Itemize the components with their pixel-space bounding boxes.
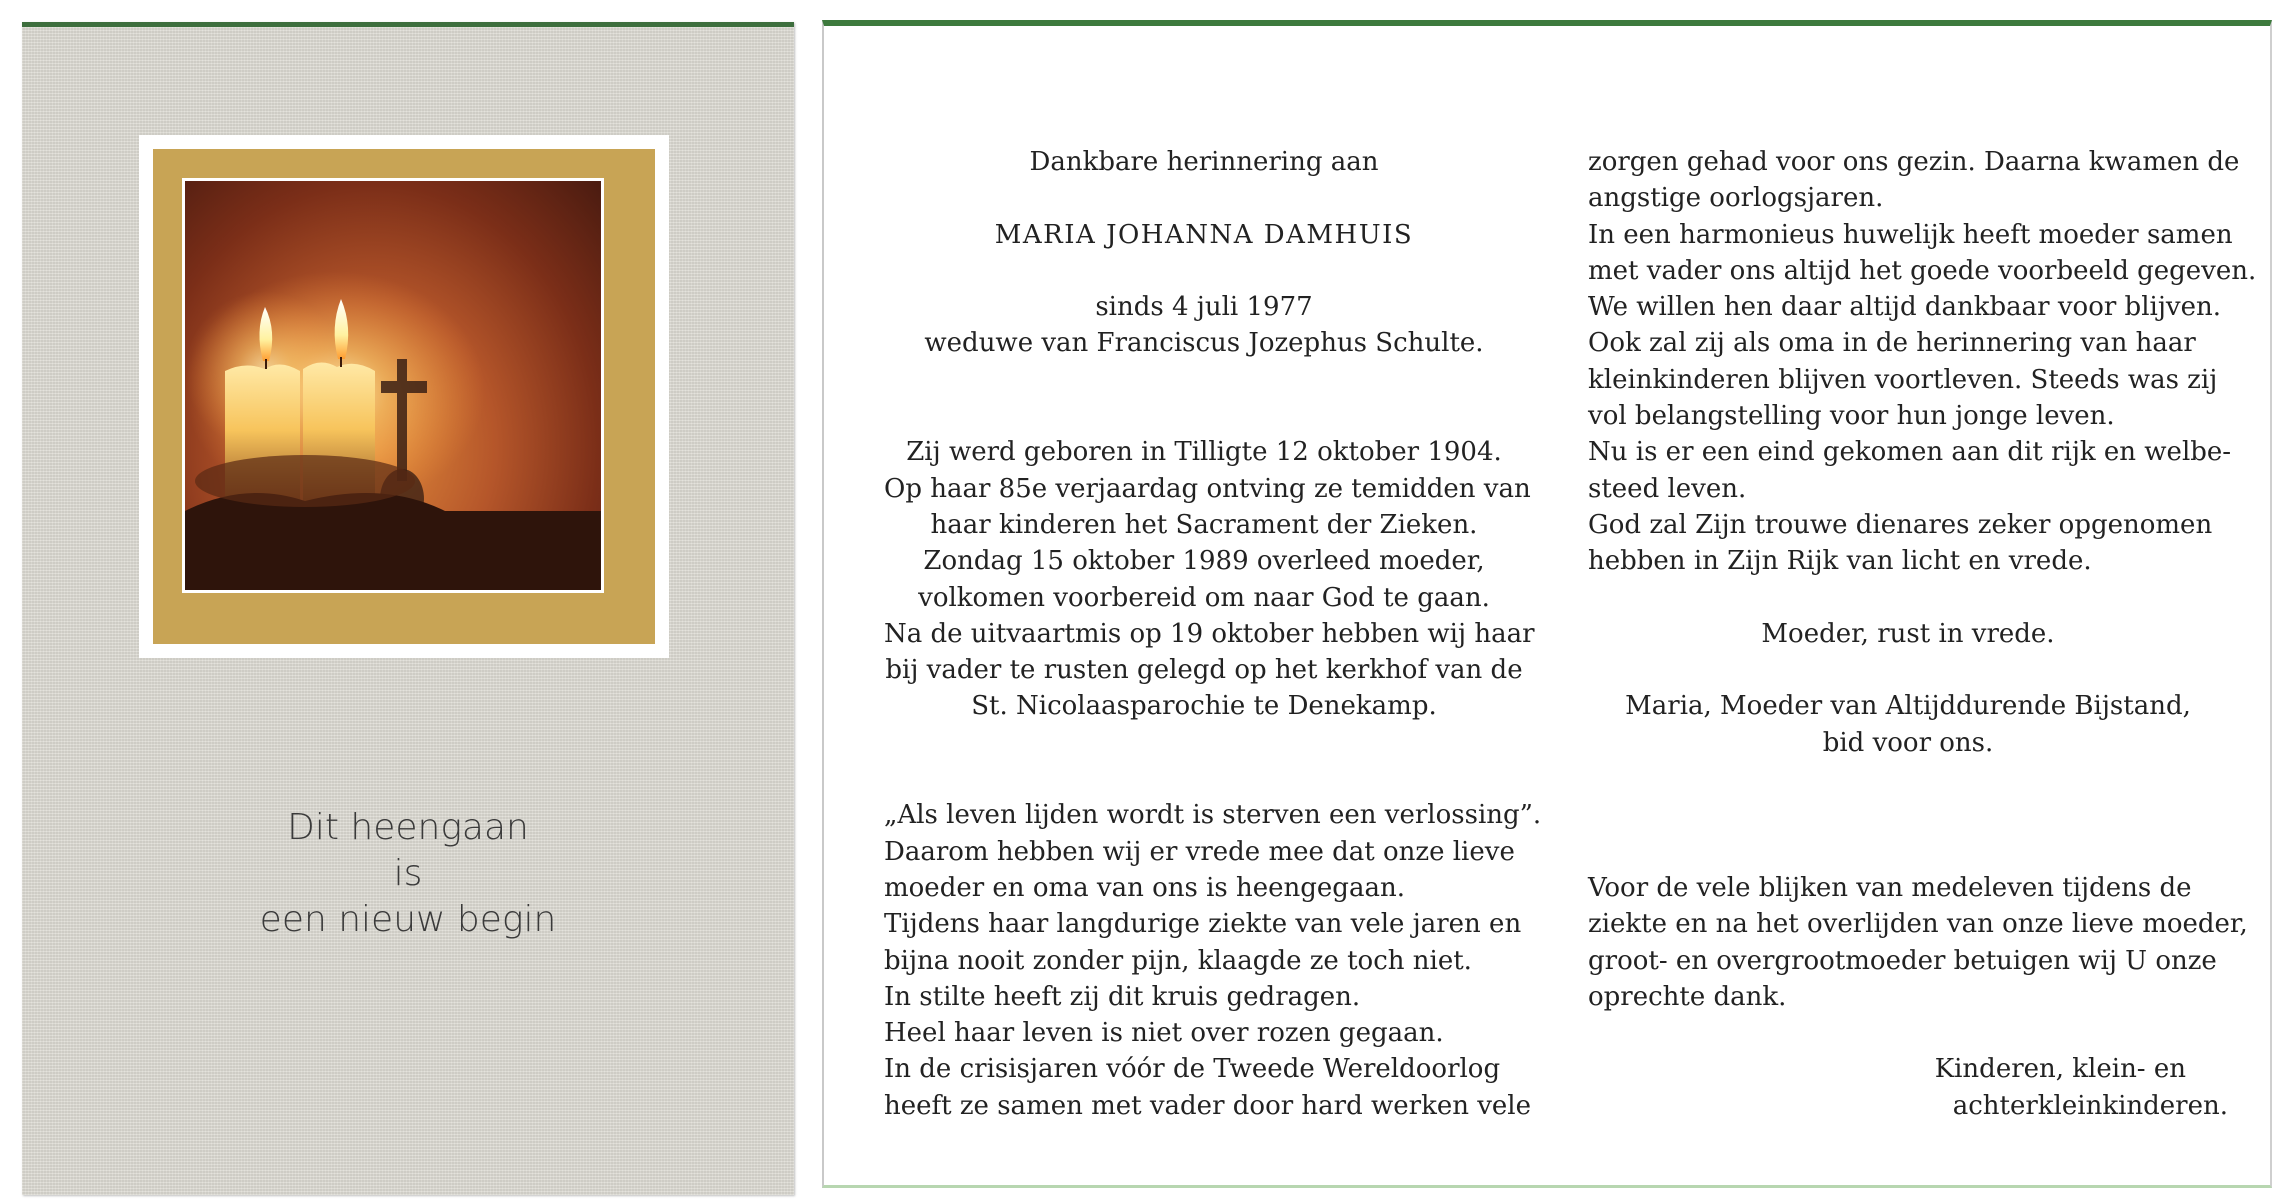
continued-line: met vader ons altijd het goede voorbeeld gegeven. (1588, 255, 2257, 286)
reflection-line: In stilte heeft zij dit kruis gedragen. (884, 981, 1361, 1012)
front-line: Dit heengaan (287, 807, 529, 848)
thanks-line: oprechte dank. (1588, 981, 1787, 1012)
continued-line: God zal Zijn trouwe dienares zeker opgenomen (1588, 509, 2213, 540)
thanks-line: groot- en overgrootmoeder betuigen wij U onze (1588, 945, 2217, 976)
continued-line: Ook zal zij als oma in de herinnering van haar (1588, 328, 2196, 359)
life-line: bij vader te rusten gelegd op het kerkhof van de (885, 655, 1523, 686)
life-line: Op haar 85e verjaardag ontving ze temidden van (884, 473, 1531, 504)
signature-line: Kinderen, klein- en (1934, 1054, 2186, 1085)
inside-card (822, 20, 2272, 1188)
heading: Dankbare herinnering aan (1029, 147, 1379, 177)
continued-line: In een harmonieus huwelijk heeft moeder samen (1588, 219, 2233, 250)
continued-line: Nu is er een eind gekomen aan dit rijk en welbe- (1588, 437, 2232, 468)
prayer-line: Maria, Moeder van Altijddurende Bijstand, (1625, 691, 2191, 722)
signature-line: achterkleinkinderen. (1952, 1090, 2228, 1121)
continued-line: steed leven. (1588, 473, 1747, 504)
left-column (884, 144, 1542, 1124)
right-column (1588, 144, 2257, 1124)
reflection-line: Heel haar leven is niet over rozen gegaan. (884, 1018, 1444, 1049)
thanks-line: ziekte en na het overlijden van onze lieve moeder, (1588, 909, 2248, 940)
rest-in-peace: Moeder, rust in vrede. (1761, 618, 2055, 649)
continued-line: hebben in Zijn Rijk van licht en vrede. (1588, 546, 2092, 577)
continued-line: vol belangstelling voor hun jonge leven. (1588, 401, 2115, 432)
photo-frame (139, 135, 669, 658)
continued-line: zorgen gehad voor ons gezin. Daarna kwamen de (1588, 147, 2240, 177)
life-line: haar kinderen het Sacrament der Zieken. (930, 509, 1478, 540)
front-line: een nieuw begin (259, 899, 557, 940)
front-line: is (393, 853, 423, 894)
continued-line: kleinkinderen blijven voortleven. Steeds was zij (1588, 364, 2218, 395)
reflection-line: bijna nooit zonder pijn, klaagde ze toch niet. (884, 945, 1472, 976)
reflection-line: moeder en oma van ons is heengegaan. (884, 872, 1405, 903)
life-line: St. Nicolaasparochie te Denekamp. (971, 691, 1437, 722)
life-line: Zondag 15 oktober 1989 overleed moeder, (923, 546, 1485, 577)
life-line: volkomen voorbereid om naar God te gaan. (918, 582, 1490, 613)
widow-line: sinds 4 juli 1977 (1095, 292, 1313, 323)
deceased-name: MARIA JOHANNA DAMHUIS (994, 219, 1414, 250)
reflection-line: In de crisisjaren vóór de Tweede Wereldoorlog (884, 1054, 1501, 1085)
continued-line: We willen hen daar altijd dankbaar voor blijven. (1588, 292, 2221, 323)
life-line: Na de uitvaartmis op 19 oktober hebben wij haar (884, 618, 1535, 649)
front-verse (22, 805, 794, 943)
front-card (22, 22, 794, 1195)
reflection-line: „Als leven lijden wordt is sterven een verlossing”. (884, 800, 1542, 831)
widow-line: weduwe van Franciscus Jozephus Schulte. (924, 328, 1484, 359)
candle-photo (182, 178, 604, 593)
thanks-line: Voor de vele blijken van medeleven tijdens de (1588, 872, 2192, 903)
reflection-line: Tijdens haar langdurige ziekte van vele jaren en (884, 909, 1522, 940)
prayer-line: bid voor ons. (1822, 727, 1994, 758)
life-line: Zij werd geboren in Tilligte 12 oktober 1904. (906, 437, 1502, 468)
continued-line: angstige oorlogsjaren. (1588, 183, 1884, 214)
reflection-line: Daarom hebben wij er vrede mee dat onze lieve (884, 836, 1515, 867)
reflection-line: heeft ze samen met vader door hard werken vele (884, 1090, 1531, 1121)
